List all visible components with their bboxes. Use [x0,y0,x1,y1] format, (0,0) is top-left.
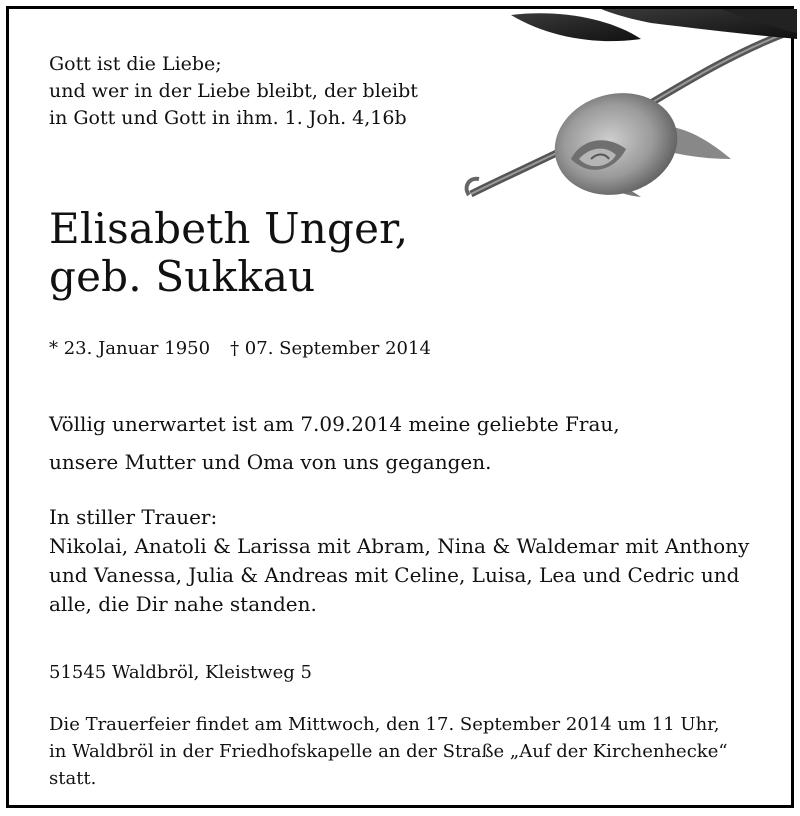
verse-line: und wer in der Liebe bleibt, der bleibt [49,80,418,102]
verse-line: in Gott und Gott in ihm. 1. Joh. 4,16b [49,107,407,129]
verse-line: Gott ist die Liebe; [49,53,222,75]
service-line: in Waldbröl in der Friedhofskapelle an der Straße „Auf der Kirchenhecke“ [49,741,728,762]
mourners-line: Nikolai, Anatoli & Larissa mit Abram, Nina & Waldemar mit Anthony [49,534,750,558]
service-line: statt. [49,768,97,789]
address: 51545 Waldbröl, Kleistweg 5 [49,662,312,683]
life-dates [49,337,431,361]
death-date: † 07. September 2014 [230,338,431,359]
announcement [49,405,620,481]
announcement-line: unsere Mutter und Oma von uns gegangen. [49,450,492,474]
birth-date: * 23. Januar 1950 [49,338,211,359]
mourners-line: und Vanessa, Julia & Andreas mit Celine, Luisa, Lea und Cedric und [49,563,740,587]
mourners-heading: In stiller Trauer: [49,505,218,529]
announcement-line: Völlig unerwartet ist am 7.09.2014 meine geliebte Frau, [49,412,620,436]
service-info [49,711,728,792]
service-line: Die Trauerfeier findet am Mittwoch, den 17. September 2014 um 11 Uhr, [49,714,720,735]
mourners [49,503,749,619]
rose-image [451,9,797,219]
bible-verse [49,51,418,132]
mourners-line: alle, die Dir nahe standen. [49,592,317,616]
obituary-frame [6,6,794,808]
maiden-name-line: geb. Sukkau [49,252,316,301]
name-line: Elisabeth Unger, [49,204,409,253]
deceased-name [49,205,408,301]
